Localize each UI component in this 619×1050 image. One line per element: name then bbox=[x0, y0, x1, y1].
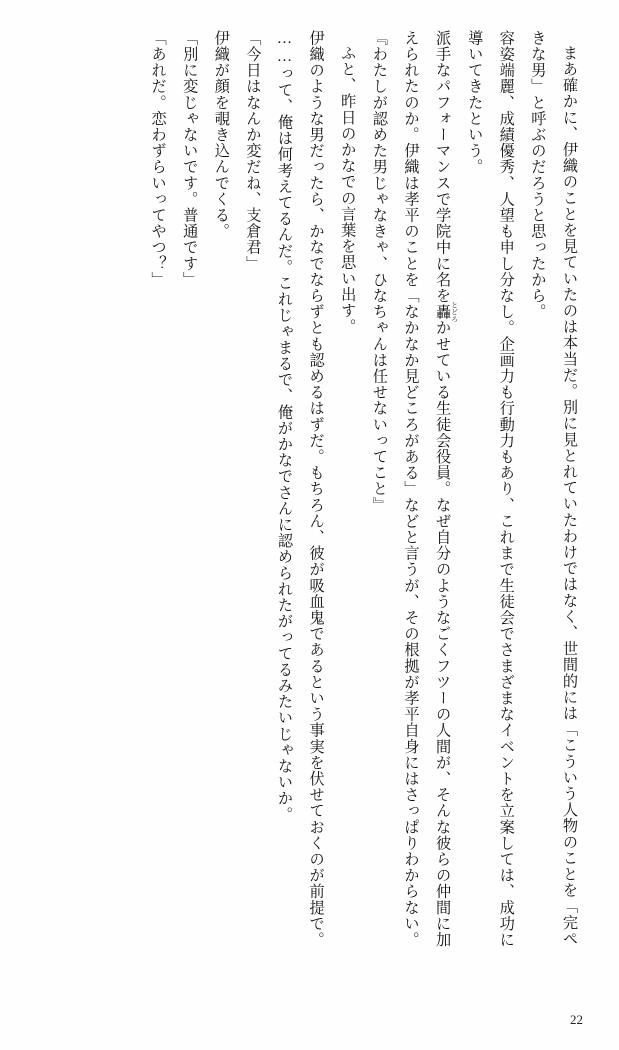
body-text bbox=[60, 30, 585, 960]
paragraph: 『わたしが認めた男じゃなきゃ、ひなちゃんは任せないってこと』 bbox=[370, 30, 388, 513]
paragraph: ふと、昨日のかなでの言葉を思い出す。 bbox=[339, 45, 357, 335]
paragraph: 容姿端麗、成績優秀、人望も申し分なし。企画力も行動力もあり、これまで生徒会でさまざまなイベントを立案しては、成功に導いてきたという。 bbox=[466, 30, 515, 948]
page-number: 22 bbox=[570, 1012, 583, 1027]
ruby-annotation: 轟 とどろ bbox=[434, 301, 459, 323]
paragraph: 「今日はなんか変だね、支倉君」 bbox=[244, 30, 262, 272]
paragraph: まあ確かに、伊織のことを見ていたのは本当だ。別に見とれていたわけではなく、世間的には「こういう人物のことを「完ぺきな男」と呼ぶのだろうと思ったから。 bbox=[529, 30, 578, 947]
paragraph: 伊織のような男だったら、かなでならずとも認めるはずだ。もちろん、彼が吸血鬼であるという事実を伏せておくのが前提で。 bbox=[307, 30, 325, 948]
paragraph: 「あれだ。恋わずらいってやつ？」 bbox=[149, 30, 167, 288]
paragraph: ……って、俺は何考えてるんだ。これじゃまるで、俺がかなでさんに認められたがってるみたいじゃないか。 bbox=[276, 30, 294, 823]
paragraph: 派手なパフォーマンスで学院中に名を轟 とどろかせている生徒会役員。なぜ自分のようなごくフツーの人間が、そんな彼らの仲間に加えられたのか。伊織は孝平のことを「なかなか見どころがある」などと言うが、その根拠が孝平自身にはさっぱりわからない。 bbox=[402, 30, 459, 948]
paragraph: 伊織が顔を覗き込んでくる。 bbox=[212, 30, 230, 240]
paragraph: 「別に変じゃないです。普通です」 bbox=[181, 30, 199, 288]
